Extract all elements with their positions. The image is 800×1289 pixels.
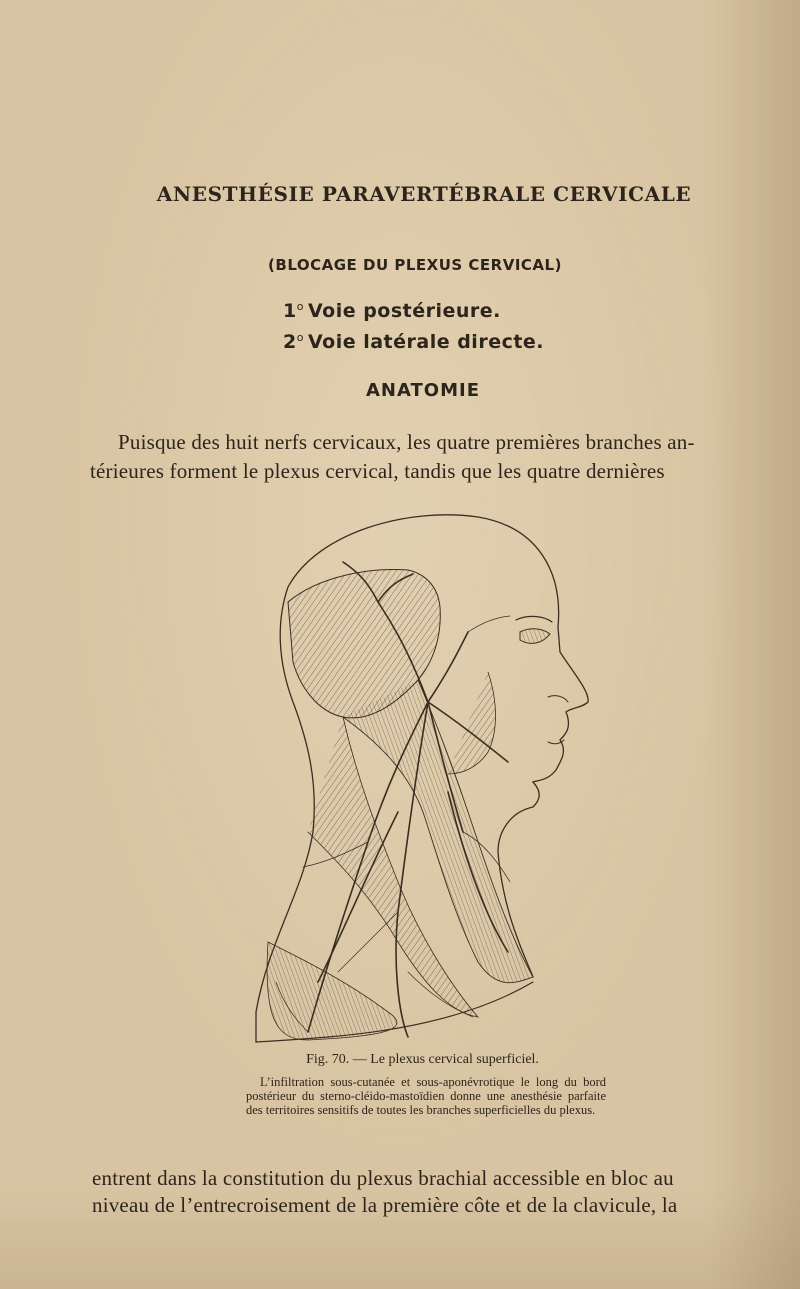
paragraph-line: Puisque des huit nerfs cervicaux, les quatre premières branches an- bbox=[118, 430, 695, 454]
paragraph-line: entrent dans la constitution du plexus brachial accessible en bloc au bbox=[92, 1166, 674, 1190]
route-label: Voie latérale directe. bbox=[307, 331, 545, 353]
paragraph-line: térieures forment le plexus cervical, tandis que les quatre dernières bbox=[90, 459, 665, 483]
anatomical-illustration bbox=[248, 512, 593, 1047]
figure-caption-title: Fig. 70. — Le plexus cervical superficiel. bbox=[306, 1052, 539, 1067]
degree-mark: o bbox=[296, 331, 304, 344]
route-number: 2 bbox=[283, 331, 297, 353]
route-label: Voie postérieure. bbox=[307, 300, 501, 322]
section-heading: ANATOMIE bbox=[365, 380, 480, 401]
route-number: 1 bbox=[283, 300, 297, 322]
paragraph-line: niveau de l’entrecroisement de la première côte et de la clavicule, la bbox=[92, 1193, 678, 1217]
route-lateral bbox=[283, 331, 544, 353]
degree-mark: o bbox=[296, 300, 304, 313]
route-posterior bbox=[283, 300, 501, 322]
figure-caption-body: L’infiltration sous-cutanée et sous-aponévrotique le long du bord postérieur du sterno-cléido-mastoïdien donne une anesthésie parfaite des territoires sensitifs de toutes les branches superficielles du plexus. bbox=[246, 1075, 606, 1117]
page-title: ANESTHÉSIE PARAVERTÉBRALE CERVICALE bbox=[156, 182, 692, 206]
page-subtitle: (BLOCAGE DU PLEXUS CERVICAL) bbox=[268, 256, 562, 274]
